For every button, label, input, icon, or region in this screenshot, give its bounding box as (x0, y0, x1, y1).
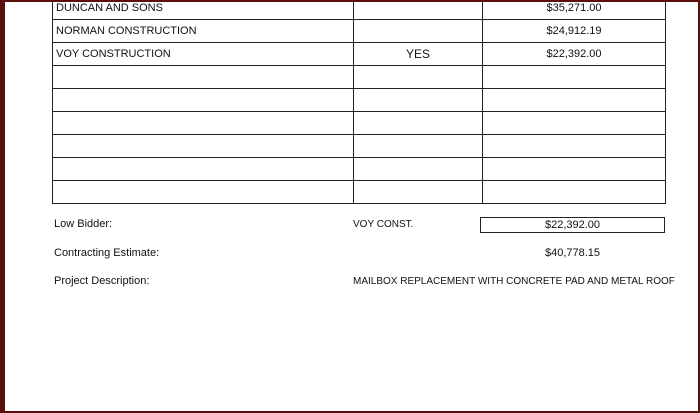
bidder-name-cell (53, 89, 354, 112)
bidder-amount-cell: $35,271.00 (483, 2, 666, 20)
low-bidder-label: Low Bidder: (54, 218, 113, 230)
bidder-mark-cell (354, 158, 483, 181)
table-row (53, 20, 666, 43)
table-row (53, 181, 666, 204)
estimate-label: Contracting Estimate: (54, 247, 160, 259)
estimate-amount: $40,778.15 (544, 247, 601, 259)
document-page (5, 2, 698, 411)
low-bidder-amount: $22,392.00 (480, 217, 665, 233)
table-row (53, 2, 666, 20)
table-row (53, 43, 666, 66)
bidder-amount-cell: $22,392.00 (483, 43, 666, 66)
bidder-name-cell (53, 158, 354, 181)
bidder-amount-cell (483, 112, 666, 135)
bidder-name-cell (53, 135, 354, 158)
bidder-mark-cell: YES (354, 43, 483, 66)
low-bidder-name: VOY CONST. (353, 219, 414, 230)
bidder-mark-cell (354, 2, 483, 20)
bidder-amount-cell (483, 158, 666, 181)
bidder-mark-cell (354, 20, 483, 43)
bidder-mark-cell (354, 112, 483, 135)
bidder-amount-cell (483, 135, 666, 158)
bidder-name-cell (53, 66, 354, 89)
bidder-amount-cell (483, 89, 666, 112)
bidder-amount-cell (483, 66, 666, 89)
table-row (53, 112, 666, 135)
bidder-mark-cell (354, 89, 483, 112)
table-row (53, 158, 666, 181)
bidder-name-cell: NORMAN CONSTRUCTION (53, 20, 354, 43)
description-text: MAILBOX REPLACEMENT WITH CONCRETE PAD AND METAL ROOF (353, 276, 675, 287)
bid-table-body (53, 2, 666, 204)
table-row (53, 89, 666, 112)
bidder-name-cell (53, 181, 354, 204)
bidder-name-cell: DUNCAN AND SONS (53, 2, 354, 20)
bidder-amount-cell (483, 181, 666, 204)
bidder-name-cell: VOY CONSTRUCTION (53, 43, 354, 66)
bidder-mark-cell (354, 66, 483, 89)
bidder-mark-cell (354, 135, 483, 158)
bidder-mark-cell (354, 181, 483, 204)
bid-table (52, 2, 666, 204)
table-row (53, 135, 666, 158)
description-label: Project Description: (54, 275, 150, 287)
table-row (53, 66, 666, 89)
bidder-amount-cell: $24,912.19 (483, 20, 666, 43)
bidder-name-cell (53, 112, 354, 135)
